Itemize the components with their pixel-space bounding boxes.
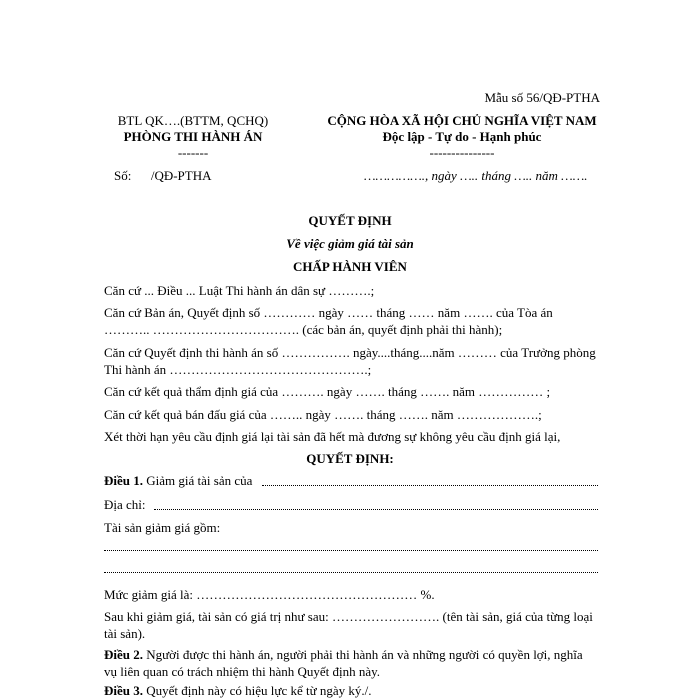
form-number: Mẫu số 56/QĐ-PTHA [484,90,600,105]
article-2-text: Người được thi hành án, người phải thi hành án và những người có quyền lợi, nghĩa vụ liên quan có trách nhiệm thi hành Quyết định này. [104,647,583,679]
article-3-label: Điều 3. [104,683,143,698]
left-header [108,113,278,161]
discount-rate: Mức giảm giá là: …………………………………………… %. [104,587,435,602]
fill-line [262,485,598,486]
recital-6: Xét thời hạn yêu cầu định giá lại tài sản đã hết mà đương sự không yêu cầu định giá lại, [104,429,561,444]
department-name: PHÒNG THI HÀNH ÁN [123,129,263,144]
article-1-label: Điều 1. [104,473,143,488]
address-label: Địa chỉ: [104,497,146,512]
article-2-label: Điều 2. [104,647,143,662]
article-3 [104,683,372,699]
decision-heading: QUYẾT ĐỊNH: [306,451,394,466]
recital-2: Căn cứ Bản án, Quyết định số ………… ngày …… tháng …… năm ……. của Tòa án ……….. ……………………………. (các bản án, quyết định phải thi hành); [104,305,553,337]
recital-4: Căn cứ kết quả thẩm định giá của ………. ngày ……. tháng ……. năm …………… ; [104,384,551,399]
article-1 [104,473,252,489]
command-name: BTL QK….(BTTM, QCHQ) [117,113,269,128]
recital-3: Căn cứ Quyết định thi hành án số ……………. ngày....tháng....năm ……… của Trưởng phòng Thi hành án ……………………………………….; [104,345,596,377]
place-date: ……………., ngày ….. tháng ….. năm ……. [364,168,588,183]
fill-line [154,509,598,510]
fill-line [104,550,598,551]
right-header [292,113,632,161]
document-number: Số: /QĐ-PTHA [114,168,212,183]
country-name: CỘNG HÒA XÃ HỘI CHỦ NGHĨA VIỆT NAM [327,113,597,128]
document-title: QUYẾT ĐỊNH [308,213,392,228]
article-3-text: Quyết định này có hiệu lực kể từ ngày ký./. [143,683,372,698]
header-rule: --------------- [429,145,495,160]
document-subtitle: Về việc giảm giá tài sản [286,236,414,251]
motto: Độc lập - Tự do - Hạnh phúc [382,129,542,144]
assets-label: Tài sản giảm giá gồm: [104,520,221,535]
article-1-text: Giảm giá tài sản của [143,473,253,488]
header-rule: ------- [177,145,209,160]
fill-line [104,572,598,573]
post-discount-value: Sau khi giảm giá, tài sản có giá trị như sau: ……………………. (tên tài sản, giá của từng loại tài sản). [104,609,593,641]
article-2 [104,646,598,680]
recital-5: Căn cứ kết quả bán đấu giá của …….. ngày ……. tháng ……. năm ……………….; [104,407,542,422]
issuing-authority: CHẤP HÀNH VIÊN [293,259,407,274]
recital-1: Căn cứ ... Điều ... Luật Thi hành án dân sự ……….; [104,283,375,298]
